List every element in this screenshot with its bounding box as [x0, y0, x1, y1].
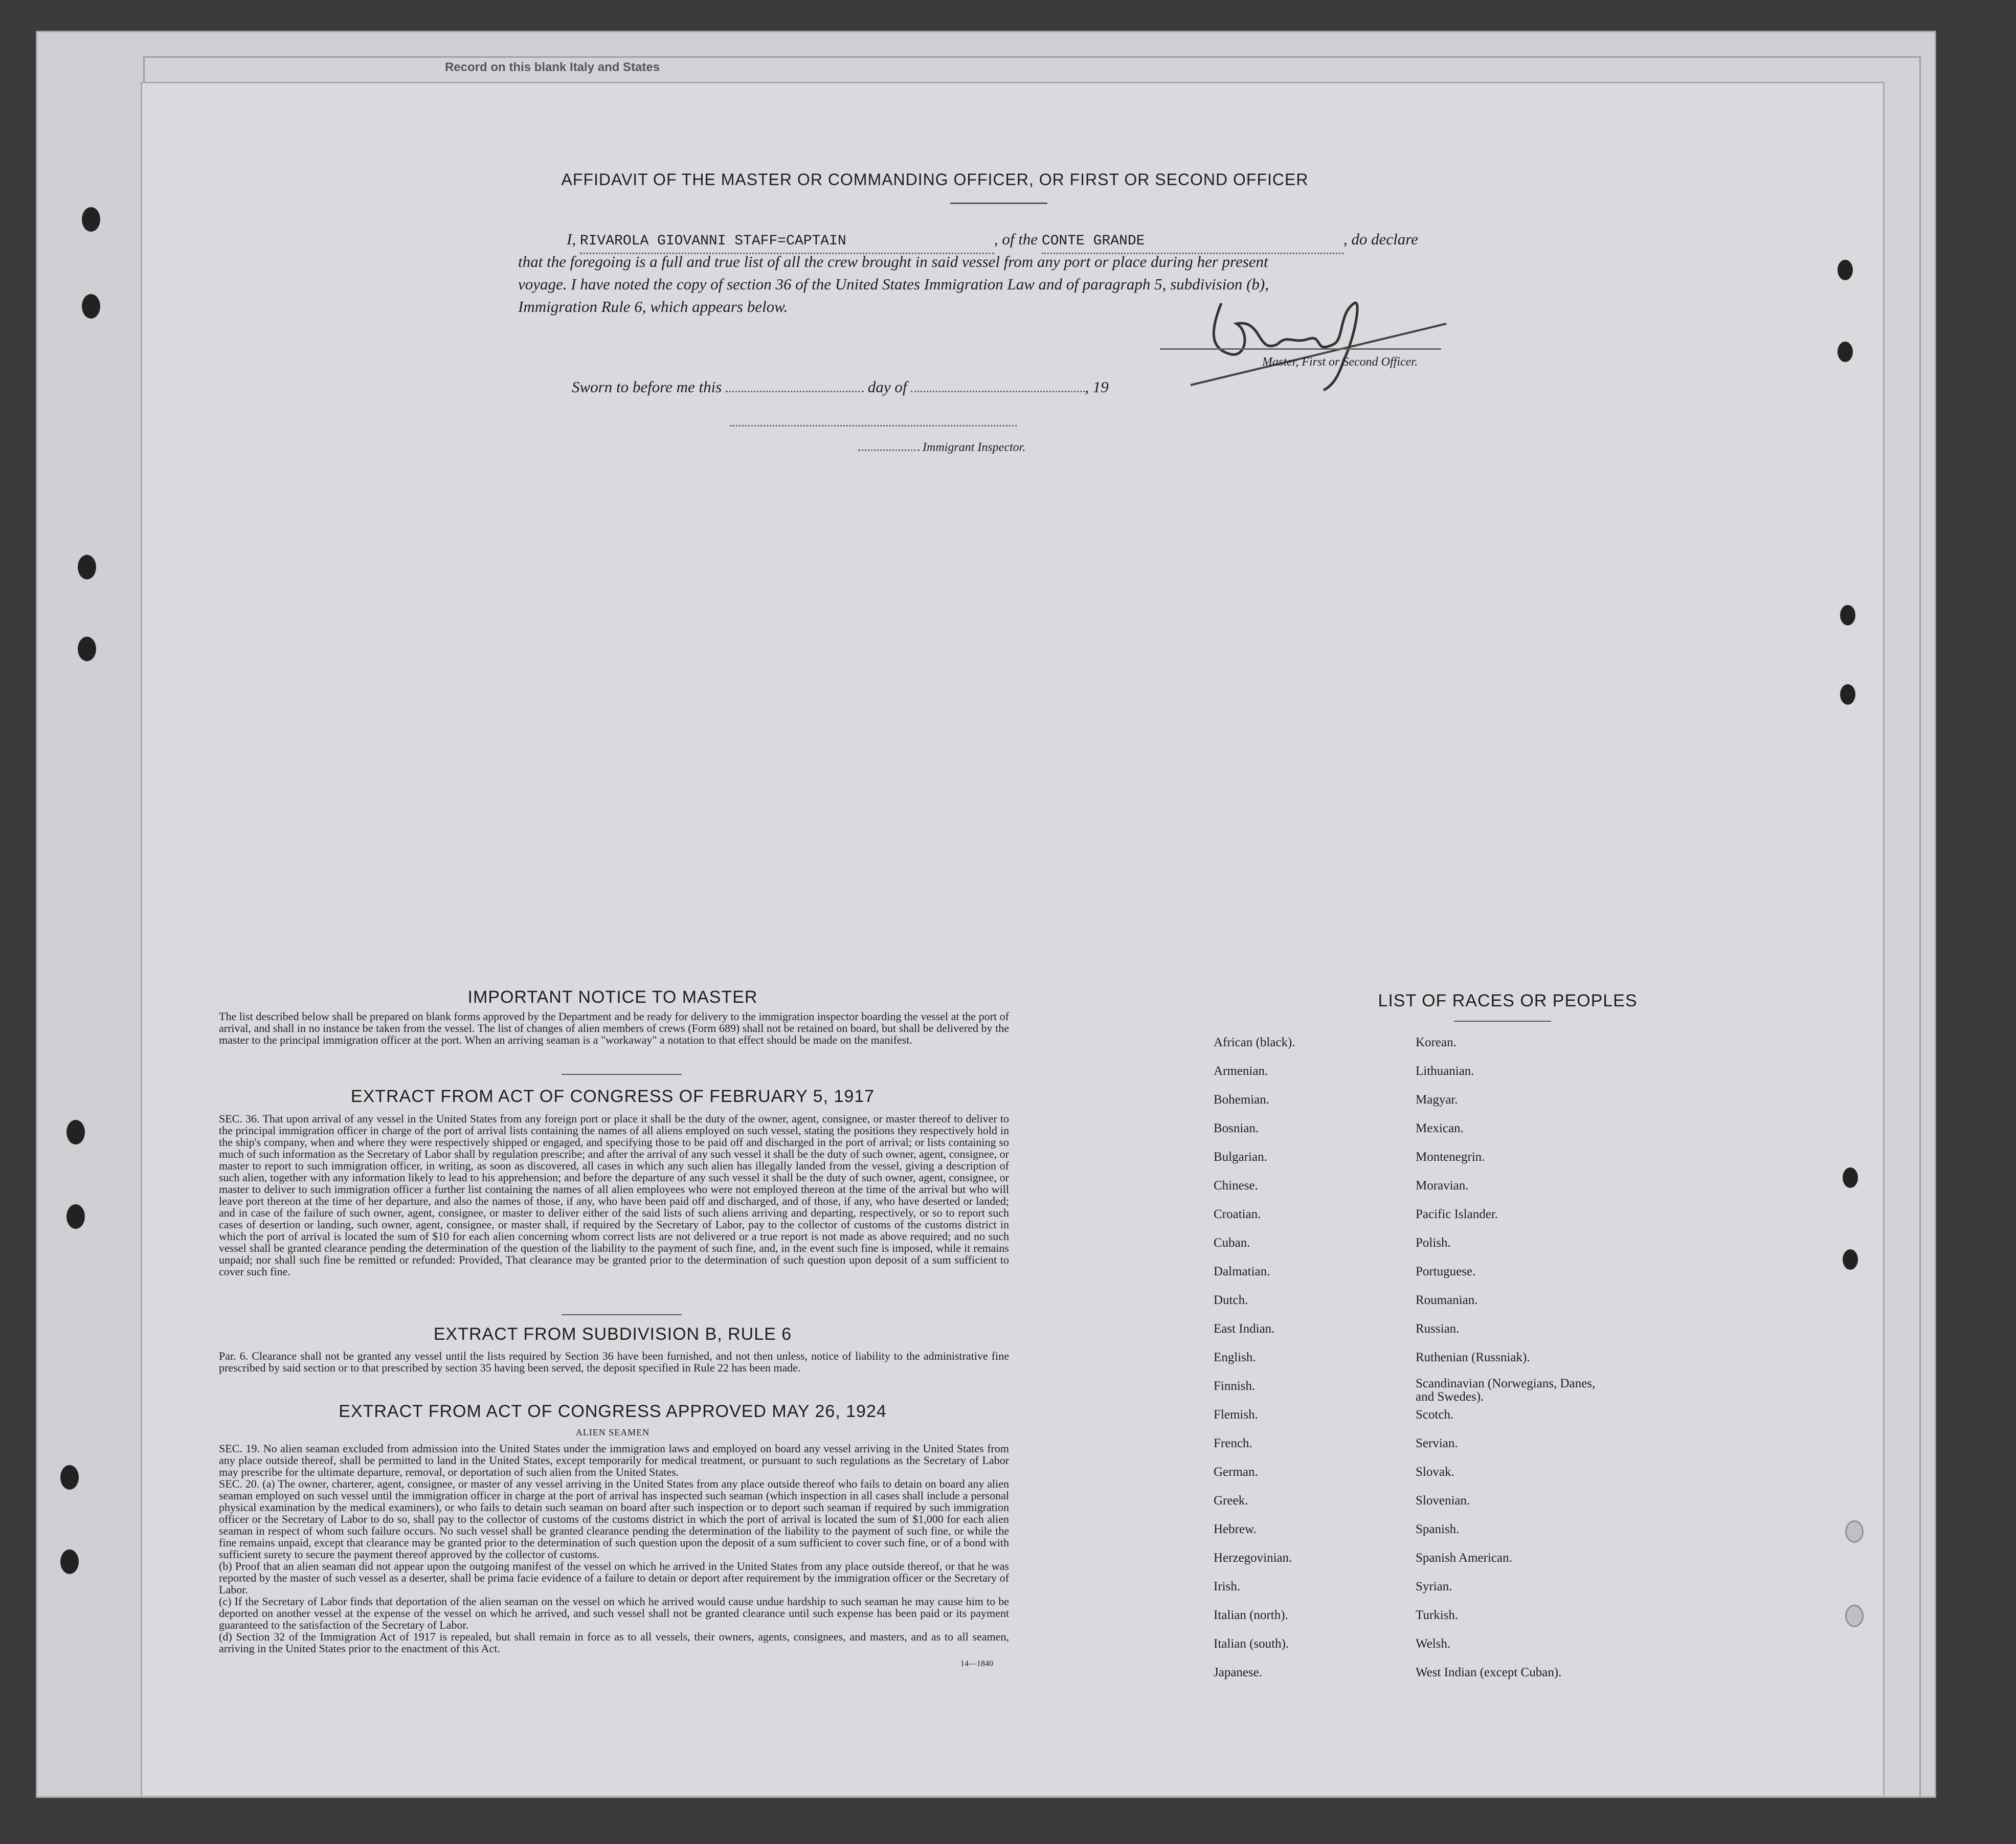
- race-item: Moravian.: [1416, 1179, 1469, 1193]
- binder-hole: [66, 1120, 85, 1144]
- extract-rule6-title: EXTRACT FROM SUBDIVISION B, RULE 6: [433, 1324, 792, 1344]
- extract-1917-body: SEC. 36. That upon arrival of any vessel in the United States from any foreign port or place it shall be the duty of the owner, agent, consignee, or master thereof to deliver to the principal immigration officer in charge of the port of arrival lists containing the names of all aliens employed on such vessel, stating the positions they respectively hold in the ship's company, when and where they were respectively shipped or engaged, and specifying those to be paid off and discharged in the port of arrival; or lists containing so much of such information as the Secretary of Labor shall by regulation prescribe; and after the arrival of any such vessel it shall be the duty of such owner, agent, consignee, or master to report to such immigration officer, in writing, as soon as discovered, all cases in which any such alien has illegally landed from the vessel, giving a description of such alien, together with any information likely to lead to his apprehension; and before the departure of any such vessel it shall be the duty of such owner, agent, consignee, or master to deliver to such immigration officer a further list containing the names of all alien employees who were not employed thereon at the time of the arrival but who will leave port thereon at the time of her departure, and also the names of those, if any, who have been paid off and discharged, and of those, if any, who have deserted or landed; and in case of the failure of such owner, agent, consignee, or master to deliver either of the said lists of such aliens arriving and departing, respectively, or so to report such cases of desertion or landing, such owner, agent, consignee, or master shall, if required by the Secretary of Labor, pay to the collector of customs of the customs district in which the port of arrival is located the sum of $10 for each alien concerning whom correct lists are not delivered or a true report is not made as above required; and no such vessel shall be granted clearance pending the determination of the question of the liability to the payment of such fine, and, in the event such fine is imposed, while it remains unpaid; nor shall such fine be remitted or refunded: Provided, That clearance may be granted prior to the determination of such question upon deposit of a sum sufficient to cover such fine.: [219, 1112, 1009, 1278]
- race-item: Croatian.: [1214, 1207, 1261, 1221]
- race-item: West Indian (except Cuban).: [1416, 1666, 1562, 1679]
- header-fragment: Record on this blank Italy and States: [445, 60, 660, 74]
- race-item: East Indian.: [1214, 1322, 1275, 1336]
- affidavit-line4: Immigration Rule 6, which appears below.: [518, 298, 788, 316]
- vessel-field: CONTE GRANDE: [1042, 230, 1343, 254]
- race-item: Armenian.: [1214, 1064, 1268, 1078]
- extract-rule6-body: Par. 6. Clearance shall not be granted any vessel until the lists required by Section 36 have been furnished, and not then unless, notice of liability to the administrative fine prescribed by said section or to that prescribed by section 35 having been served, the deposit specified in Rule 22 has been made.: [219, 1350, 1009, 1374]
- sworn-prefix: Sworn to before me this: [572, 378, 722, 396]
- race-item: Slovak.: [1416, 1465, 1454, 1479]
- binder-hole: [1840, 605, 1855, 625]
- race-item: Cuban.: [1214, 1236, 1250, 1250]
- race-item: Montenegrin.: [1416, 1150, 1485, 1164]
- race-item: Greek.: [1214, 1494, 1248, 1508]
- binder-hole: [60, 1549, 79, 1574]
- sworn-month-field: [911, 391, 1085, 392]
- title-rule: [950, 203, 1047, 204]
- binder-hole: [78, 555, 96, 579]
- binder-hole: [66, 1204, 85, 1229]
- affidavit-line3: voyage. I have noted the copy of section 36 of the United States Immigration Law and of paragraph 5, subdivision (b),: [518, 275, 1269, 293]
- notice-body: The list described below shall be prepared on blank forms approved by the Department and be ready for delivery to the immigration inspector boarding the vessel at the port of arrival, and shall in no instance be taken from the vessel. The list of changes of alien members of crews (Form 689) shall not be retained on board, but shall be delivered by the master to the principal immigration officer at the port. When an arriving seaman is a "workaway" a notation to that effect should be made on the manifest.: [219, 1010, 1009, 1046]
- race-item: French.: [1214, 1436, 1252, 1450]
- binder-hole: [82, 207, 100, 232]
- race-item: Hebrew.: [1214, 1522, 1257, 1536]
- binder-hole: [60, 1465, 79, 1490]
- race-item: Welsh.: [1416, 1637, 1451, 1651]
- race-item: Spanish.: [1416, 1522, 1460, 1536]
- race-item: Dutch.: [1214, 1293, 1248, 1307]
- officer-signature: [1160, 283, 1467, 400]
- race-item: Herzegovinian.: [1214, 1551, 1292, 1565]
- inspector-signature-line: [730, 425, 1017, 426]
- extract-1924-title: EXTRACT FROM ACT OF CONGRESS APPROVED MAY 26, 1924: [339, 1402, 887, 1421]
- binder-hole: [1843, 1249, 1858, 1270]
- race-item: Scandinavian (Norwegians, Danes, and Swedes).: [1416, 1377, 1596, 1404]
- binder-hole: [1845, 1605, 1864, 1627]
- divider: [562, 1074, 682, 1075]
- race-item: Dalmatian.: [1214, 1265, 1270, 1278]
- race-item: Russian.: [1416, 1322, 1460, 1336]
- do-declare-label: , do declare: [1343, 230, 1418, 248]
- race-item: Scotch.: [1416, 1408, 1454, 1422]
- race-item: Servian.: [1416, 1436, 1458, 1450]
- binder-hole: [1843, 1167, 1858, 1188]
- affidavit-form-sheet: [141, 82, 1885, 1797]
- binder-hole: [82, 294, 100, 319]
- race-item: Bohemian.: [1214, 1093, 1270, 1107]
- race-item: Flemish.: [1214, 1408, 1258, 1422]
- divider: [1454, 1021, 1551, 1022]
- binder-hole: [78, 637, 96, 661]
- race-item: Finnish.: [1214, 1379, 1256, 1393]
- race-item: Japanese.: [1214, 1666, 1263, 1679]
- extract-1917-title: EXTRACT FROM ACT OF CONGRESS OF FEBRUARY 5, 1917: [350, 1087, 875, 1106]
- race-item: Korean.: [1416, 1036, 1457, 1049]
- binder-hole: [1838, 260, 1853, 280]
- race-item: Bosnian.: [1214, 1121, 1259, 1135]
- extract-1924-subtitle: ALIEN SEAMEN: [575, 1427, 650, 1437]
- race-item: Italian (north).: [1214, 1608, 1288, 1622]
- affidavit-line2: that the foregoing is a full and true list of all the crew brought in said vessel from any port or place during her present: [518, 253, 1268, 271]
- race-item: German.: [1214, 1465, 1258, 1479]
- race-item: Portuguese.: [1416, 1265, 1476, 1278]
- race-item: Chinese.: [1214, 1179, 1258, 1193]
- race-item: Bulgarian.: [1214, 1150, 1267, 1164]
- races-title: LIST OF RACES OR PEOPLES: [1378, 991, 1638, 1010]
- binder-hole: [1845, 1520, 1864, 1543]
- signature-label: Master, First or Second Officer.: [1262, 355, 1418, 369]
- race-item: Pacific Islander.: [1416, 1207, 1498, 1221]
- race-item: Mexican.: [1416, 1121, 1464, 1135]
- inspector-line: [858, 436, 1025, 459]
- form-number: 14—1840: [960, 1659, 993, 1668]
- inspector-label: Immigrant Inspector.: [923, 441, 1026, 454]
- notice-title: IMPORTANT NOTICE TO MASTER: [467, 987, 758, 1007]
- affidavit-title: AFFIDAVIT OF THE MASTER OR COMMANDING OFFICER, OR FIRST OR SECOND OFFICER: [561, 170, 1309, 189]
- race-item: Italian (south).: [1214, 1637, 1289, 1651]
- binder-hole: [1840, 684, 1855, 705]
- of-the-label: , of the: [994, 230, 1038, 248]
- race-item: Lithuanian.: [1416, 1064, 1474, 1078]
- race-item: Slovenian.: [1416, 1494, 1470, 1508]
- race-item: African (black).: [1214, 1036, 1295, 1049]
- extract-1924-paragraph: (c) If the Secretary of Labor finds that deportation of the alien seaman on the vessel on which he arrived would cause undue hardship to such seaman he may cause him to be deported on another vessel at the expense of the vessel on which he arrived, and such vessel shall not be granted clearance until such expense has been paid or its payment guaranteed to the satisfaction of the Secretary of Labor.: [219, 1595, 1009, 1631]
- extract-1924-paragraph: SEC. 20. (a) The owner, charterer, agent, consignee, or master of any vessel arriving in the United States from any place outside thereof who fails to detain on board any alien seaman employed on such vessel until the immigration officer in charge at the port of arrival has inspected such seaman (which inspection in all cases shall include a personal physical examination by the medical examiners), or who fails to detain such seaman on board after such inspection or to deport such seaman if required by such immigration officer or the Secretary of Labor to do so, shall pay to the collector of customs of the customs district in which the port of arrival is located the sum of $1,000 for each alien seaman in respect of whom such failure occurs. No such vessel shall be granted clearance pending the determination of the liability to the payment of such fine, or while the fine remains unpaid, except that clearance may be granted prior to the determination of such question upon the deposit of a sum sufficient to cover such fine, or of a bond with sufficient surety to secure the payment thereof approved by the collector of customs.: [219, 1477, 1009, 1561]
- day-of-label: day of: [867, 378, 907, 396]
- race-item: English.: [1214, 1351, 1256, 1364]
- signature-line: [1160, 348, 1441, 350]
- race-item: Magyar.: [1416, 1093, 1458, 1107]
- affidavit-prefix: I,: [567, 230, 576, 248]
- race-item: Turkish.: [1416, 1608, 1459, 1622]
- race-item: Spanish American.: [1416, 1551, 1512, 1565]
- sworn-day-field: [726, 391, 864, 392]
- extract-1924-paragraph: (d) Section 32 of the Immigration Act of 1917 is repealed, but shall remain in force as to all vessels, their owners, agents, consignees, and masters, and as to all seamen, arriving in the United States prior to the enactment of this Act.: [219, 1630, 1009, 1655]
- race-item: Syrian.: [1416, 1580, 1452, 1593]
- divider: [562, 1314, 682, 1315]
- year-prefix: , 19: [1085, 378, 1109, 396]
- race-item: Ruthenian (Russniak).: [1416, 1351, 1530, 1364]
- binder-hole: [1838, 342, 1853, 362]
- race-item: Irish.: [1214, 1580, 1241, 1593]
- extract-1924-body: [219, 1443, 1009, 1654]
- race-item: Roumanian.: [1416, 1293, 1478, 1307]
- sworn-line: [572, 376, 1109, 398]
- race-item: Polish.: [1416, 1236, 1451, 1250]
- extract-1924-paragraph: (b) Proof that an alien seaman did not appear upon the outgoing manifest of the vessel on which he arrived in the United States from any place outside thereof, or that he was reported by the master of such vessel as a deserter, shall be prima facie evidence of a failure to detain or deport after requirement by the immigration officer or the Secretary of Labor.: [219, 1560, 1009, 1596]
- extract-1924-paragraph: SEC. 19. No alien seaman excluded from admission into the United States under the immigration laws and employed on board any vessel arriving in the United States from any place outside thereof, shall be permitted to land in the United States, except temporarily for medical treatment, or pursuant to such regulations as the Secretary of Labor may prescribe for the ultimate departure, removal, or deportation of such alien from the United States.: [219, 1442, 1009, 1478]
- declarant-field: RIVAROLA GIOVANNI STAFF=CAPTAIN: [580, 230, 994, 254]
